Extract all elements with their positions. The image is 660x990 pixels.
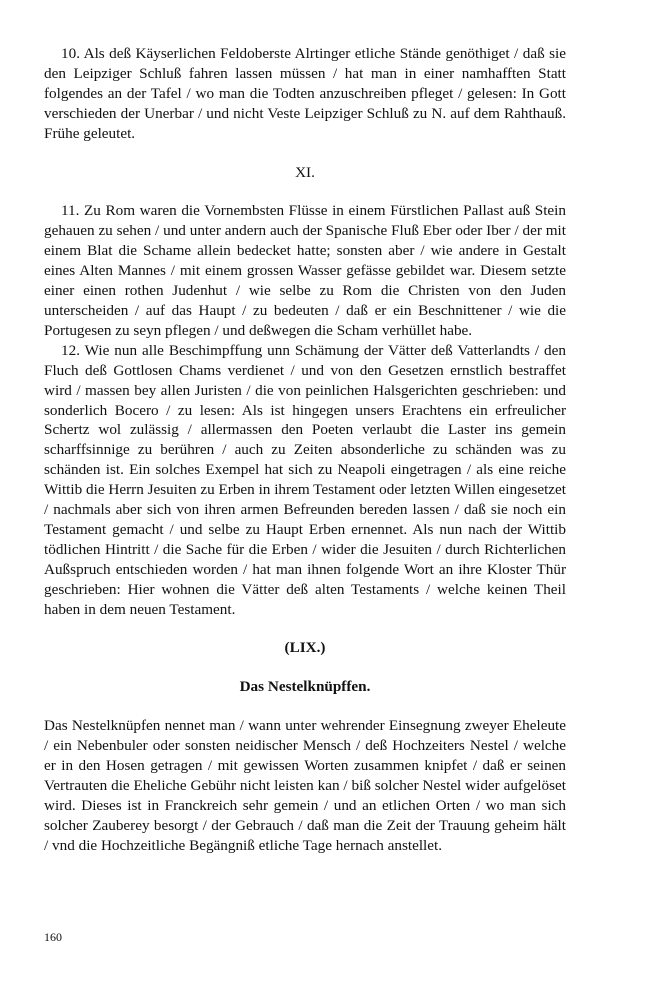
- chapter-title: Das Nestelknüpffen.: [239, 678, 371, 696]
- page-body: [44, 44, 566, 856]
- paragraph-11: 11. Zu Rom waren die Vornembsten Flüsse in einem Fürstlichen Pallast auß Stein gehauen zu sehen / und unter andern auch der Spanische Fluß Eber oder Iber / der mit einem Blat die Schame allein bedecket hatte; sonsten aber / wie andere in Gestalt eines Alten Mannes / mit einem grossen Wasser gefässe gebildet war. Diesem setzte einer einen rothen Judenhut / wie selbe zu Rom die Christen von den Juden unterscheiden / auf das Haupt / zu bedeuten / daß er ein Beschnittener / wie die Portugesen zu seyn pflegen / und deßwegen die Scham verhüllet habe.: [44, 202, 566, 339]
- section-heading-lix: (LIX.): [284, 639, 326, 657]
- page-number: 160: [44, 930, 62, 944]
- paragraph-12: 12. Wie nun alle Beschimpffung unn Schämung der Vätter deß Vatterlandts / den Fluch deß Gottlosen Chams verdienet / und von den Gesetzen ernstlich bestraffet wird / massen bey allen Juristen / die von peinlichen Halsgerichten geschrieben: und sonderlich Bocero / zu lesen: Als ist hingegen unsers Erachtens ein erfreulicher Schertz wol zulässig / allermassen den Poeten verlaubt die Laster ins gemein scharffsinnige zu berühren / auch zu Zeiten absonderliche zu schänden was zu schänden ist. Ein solches Exempel hat sich zu Neapoli eingetragen / als eine reiche Wittib die Herrn Jesuiten zu Erben in ihrem Testament oder letzten Willen eingesetzet / nachmals aber sich von ihren armen Befreunden bereden lassen / daß sie noch ein Testament gemacht / und selbe zu Haupt Erben ernennet. Als nun nach der Wittib tödlichen Hintritt / die Sache für die Erben / wider die Jesuiten / durch Richterlichen Außspruch entschieden worden / hat man ihnen folgende Wort an ihre Kloster Thür geschrieben: Hier wohnen die Vätter deß alten Testaments / welche keinen Theil haben in dem neuen Testament.: [44, 341, 566, 618]
- paragraph-nestelknuepfen: Das Nestelknüpfen nennet man / wann unter wehrender Einsegnung zweyer Eheleute / ein Nebenbuler oder sonsten neidischer Mensch / deß Hochzeiters Nestel / welche er in den Hosen getragen / mit gewissen Worten zusammen knipfet / daß er seinen Vertrauten die Eheliche Gebühr nicht leisten kan / biß solcher Nestel wider aufgelöset wird. Dieses ist in Franckreich sehr gemein / und an etlichen Orten / wo man sich solcher Zauberey besorgt / der Gebrauch / daß man die Zeit der Trauung geheim hält / vnd die Hochzeitliche Begängniß etliche Tage hernach anstellet.: [44, 717, 566, 854]
- section-heading-xi: XI.: [295, 163, 315, 181]
- paragraph-10: 10. Als deß Käyserlichen Feldoberste Alrtinger etliche Stände genöthiget / daß sie den Leipziger Schluß fahren lassen müssen / hat man in einer namhafften Statt folgendes an der Tafel / wo man die Todten anzuschreiben pfleget / gelesen: In Gott verschieden der Unerbar / und nicht Veste Leipziger Schluß zu N. auf dem Rahthauß. Frühe geleutet.: [44, 45, 566, 142]
